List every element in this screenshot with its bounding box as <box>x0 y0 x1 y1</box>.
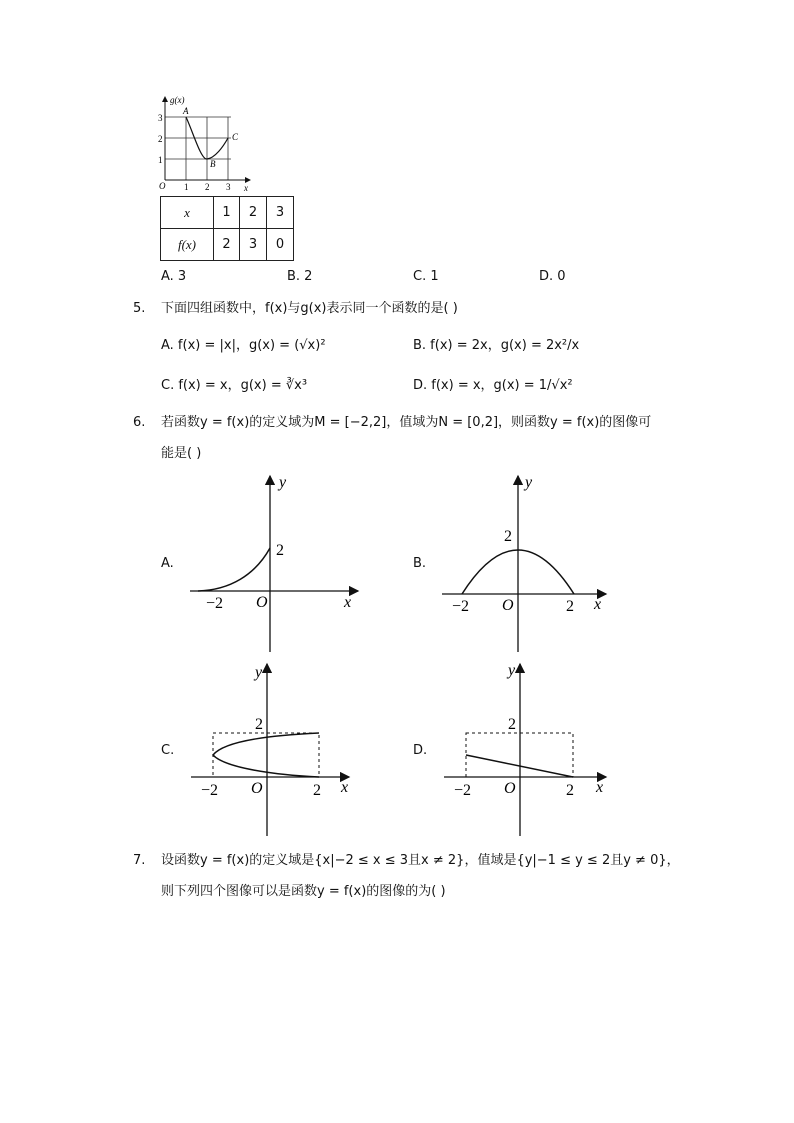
q6-stem-line1: 若函数y = f(x)的定义域为M = [−2,2]，值域为N = [0,2]，则函数y = f(x)的图像可 <box>161 415 652 430</box>
q6-option-b[interactable]: B. <box>413 556 427 571</box>
svg-text:O: O <box>251 780 263 797</box>
q5-stem: 下面四组函数中，f(x)与g(x)表示同一个函数的是( ) <box>161 301 458 316</box>
q6-option-c[interactable]: C. <box>161 743 175 758</box>
q4-point-c: C <box>232 132 239 142</box>
svg-text:2: 2 <box>255 716 263 733</box>
svg-text:y: y <box>279 474 287 491</box>
svg-text:3: 3 <box>226 182 231 192</box>
svg-text:2: 2 <box>566 782 574 799</box>
q4-option-a[interactable]: A. 3 <box>161 269 187 284</box>
q5-option-a[interactable]: A. f(x) = |x|，g(x) = (√x)² <box>161 338 326 353</box>
svg-text:1: 1 <box>158 155 163 165</box>
svg-text:2: 2 <box>158 134 163 144</box>
q7-stem-line2: 则下列四个图像可以是函数y = f(x)的图像的为( ) <box>161 884 446 899</box>
q6-stem-line2: 能是( ) <box>161 446 202 461</box>
svg-text:O: O <box>502 597 514 614</box>
q6-graph-d <box>440 658 620 838</box>
svg-text:y: y <box>508 662 516 679</box>
svg-text:−2: −2 <box>454 782 472 799</box>
svg-text:x: x <box>344 594 352 611</box>
q4-option-b[interactable]: B. 2 <box>287 269 313 284</box>
svg-text:O: O <box>504 780 516 797</box>
svg-text:2: 2 <box>508 716 516 733</box>
svg-text:3: 3 <box>158 113 163 123</box>
q4-graph <box>155 92 255 192</box>
q6-graph-b <box>440 470 620 655</box>
svg-text:y: y <box>525 474 533 491</box>
q4-option-d[interactable]: D. 0 <box>539 269 566 284</box>
svg-text:y: y <box>255 664 263 681</box>
svg-text:−2: −2 <box>201 782 219 799</box>
q6-option-a[interactable]: A. <box>161 556 174 571</box>
q4-option-c[interactable]: C. 1 <box>413 269 439 284</box>
q4-ylabel: g(x) <box>170 95 185 105</box>
svg-text:−2: −2 <box>206 595 224 612</box>
q5-option-d[interactable]: D. f(x) = x，g(x) = 1/√x² <box>413 378 573 393</box>
svg-text:O: O <box>256 594 268 611</box>
svg-text:x: x <box>594 596 602 613</box>
svg-text:x: x <box>596 779 604 796</box>
svg-text:2: 2 <box>205 182 210 192</box>
q5-option-b[interactable]: B. f(x) = 2x，g(x) = 2x²/x <box>413 338 580 353</box>
q7-number: 7. <box>133 853 146 868</box>
q6-graph-a <box>180 470 370 655</box>
q6-option-d[interactable]: D. <box>413 743 428 758</box>
svg-text:x: x <box>341 779 349 796</box>
q6-graph-c <box>185 658 365 838</box>
q4-point-a: A <box>183 106 189 116</box>
svg-text:−2: −2 <box>452 598 470 615</box>
q7-stem-line1: 设函数y = f(x)的定义域是{x|−2 ≤ x ≤ 3且x ≠ 2}，值域是{y|−1 ≤ y ≤ 2且y ≠ 0}， <box>161 853 680 868</box>
svg-text:1: 1 <box>184 182 189 192</box>
q4-origin: O <box>159 181 166 191</box>
svg-text:2: 2 <box>276 542 284 559</box>
q5-number: 5. <box>133 301 146 316</box>
q4-point-b: B <box>210 159 216 169</box>
svg-text:2: 2 <box>313 782 321 799</box>
q6-number: 6. <box>133 415 146 430</box>
q4-value-table: x 1 2 3 f(x) 2 3 0 <box>160 196 294 261</box>
svg-text:2: 2 <box>504 528 512 545</box>
svg-text:2: 2 <box>566 598 574 615</box>
q5-option-c[interactable]: C. f(x) = x，g(x) = ∛x³ <box>161 378 308 393</box>
q4-xlabel: x <box>244 183 248 192</box>
